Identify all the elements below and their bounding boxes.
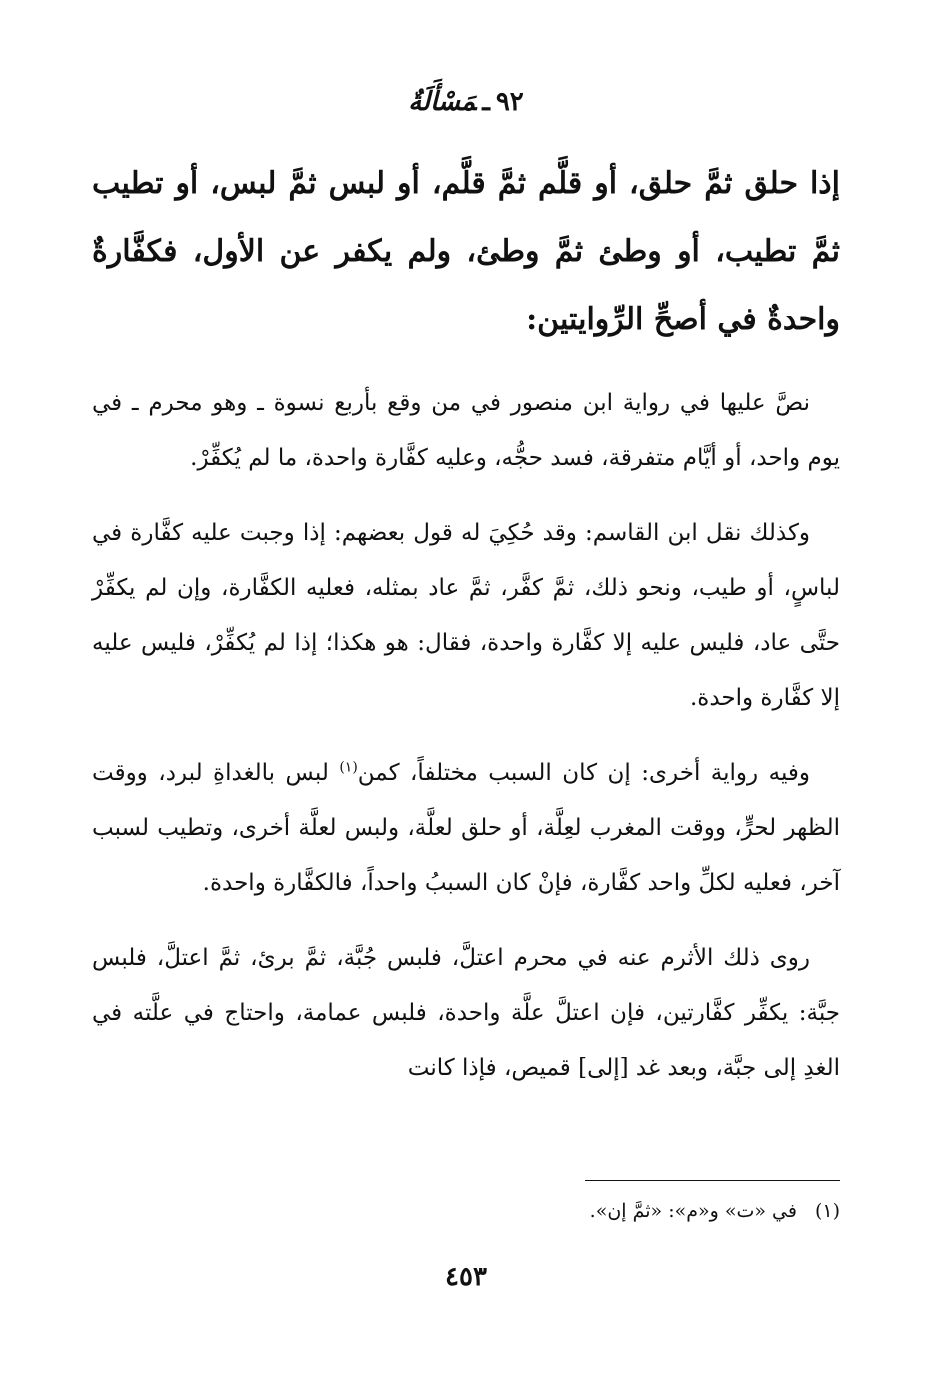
footnote-text: في «ت» و«م»: «ثمَّ إن». xyxy=(589,1200,797,1222)
section-heading xyxy=(0,82,932,122)
paragraph-4: روى ذلك الأثرم عنه في محرم اعتلَّ، فلبس جُبَّة، ثمَّ برئ، ثمَّ اعتلَّ، فلبس جبَّة: يكفِّر كفَّارتين، فإن اعتلَّ علَّة واحدة، فلبس عمامة، واحتاج في علَّته في الغدِ إلى جبَّة، وبعد غد [إلى] قميص، فإذا كانت xyxy=(92,945,840,1081)
page-number: ٤٥٣ xyxy=(445,1262,487,1292)
issue-statement: إذا حلق ثمَّ حلق، أو قلَّم ثمَّ قلَّم، أو لبس ثمَّ لبس، أو تطيب ثمَّ تطيب، أو وطئ ثمَّ وطئ، ولم يكفر عن الأول، فكفَّارةٌ واحدةٌ في أصحِّ الرِّوايتين: xyxy=(92,166,840,337)
paragraph-3 xyxy=(92,746,840,911)
footnote-number: (١) xyxy=(814,1200,840,1222)
footnote xyxy=(92,1196,840,1226)
section-number: ٩٢ xyxy=(495,87,524,117)
paragraph-3-text-before: وفيه رواية أخرى: إن كان السبب مختلفاً، كمن xyxy=(357,760,810,786)
paragraph-2: وكذلك نقل ابن القاسم: وقد حُكِيَ له قول بعضهم: إذا وجبت عليه كفَّارة في لباسٍ، أو طيب، ونحو ذلك، ثمَّ كفَّر، ثمَّ عاد بمثله، فعليه الكفَّارة، وإن لم يكفِّرْ حتَّى عاد، فليس عليه إلا كفَّارة واحدة، فقال: هو هكذا؛ إذا لم يُكفِّرْ، فليس عليه إلا كفَّارة واحدة. xyxy=(92,520,840,711)
main-text xyxy=(92,150,840,1116)
section-title-word: مَسْأَلَةٌ xyxy=(408,87,477,117)
heading-separator: ـ xyxy=(482,87,490,117)
paragraph-3-text-after: لبس بالغداةِ لبرد، ووقت الظهر لحرٍّ، ووقت المغرب لعِلَّة، أو حلق لعلَّة، ولبس لعلَّة أخرى، وتطيب لسبب آخر، فعليه لكلِّ واحد كفَّارة، فإنْ كان السببُ واحداً، فالكفَّارة واحدة. xyxy=(92,760,840,896)
footnote-reference[interactable]: (١) xyxy=(339,759,358,776)
footnote-divider xyxy=(585,1180,840,1181)
paragraph-1: نصَّ عليها في رواية ابن منصور في من وقع بأربع نسوة ـ وهو محرم ـ في يوم واحد، أو أيَّام متفرقة، فسد حجُّه، وعليه كفَّارة واحدة، ما لم يُكفِّرْ. xyxy=(92,390,840,471)
